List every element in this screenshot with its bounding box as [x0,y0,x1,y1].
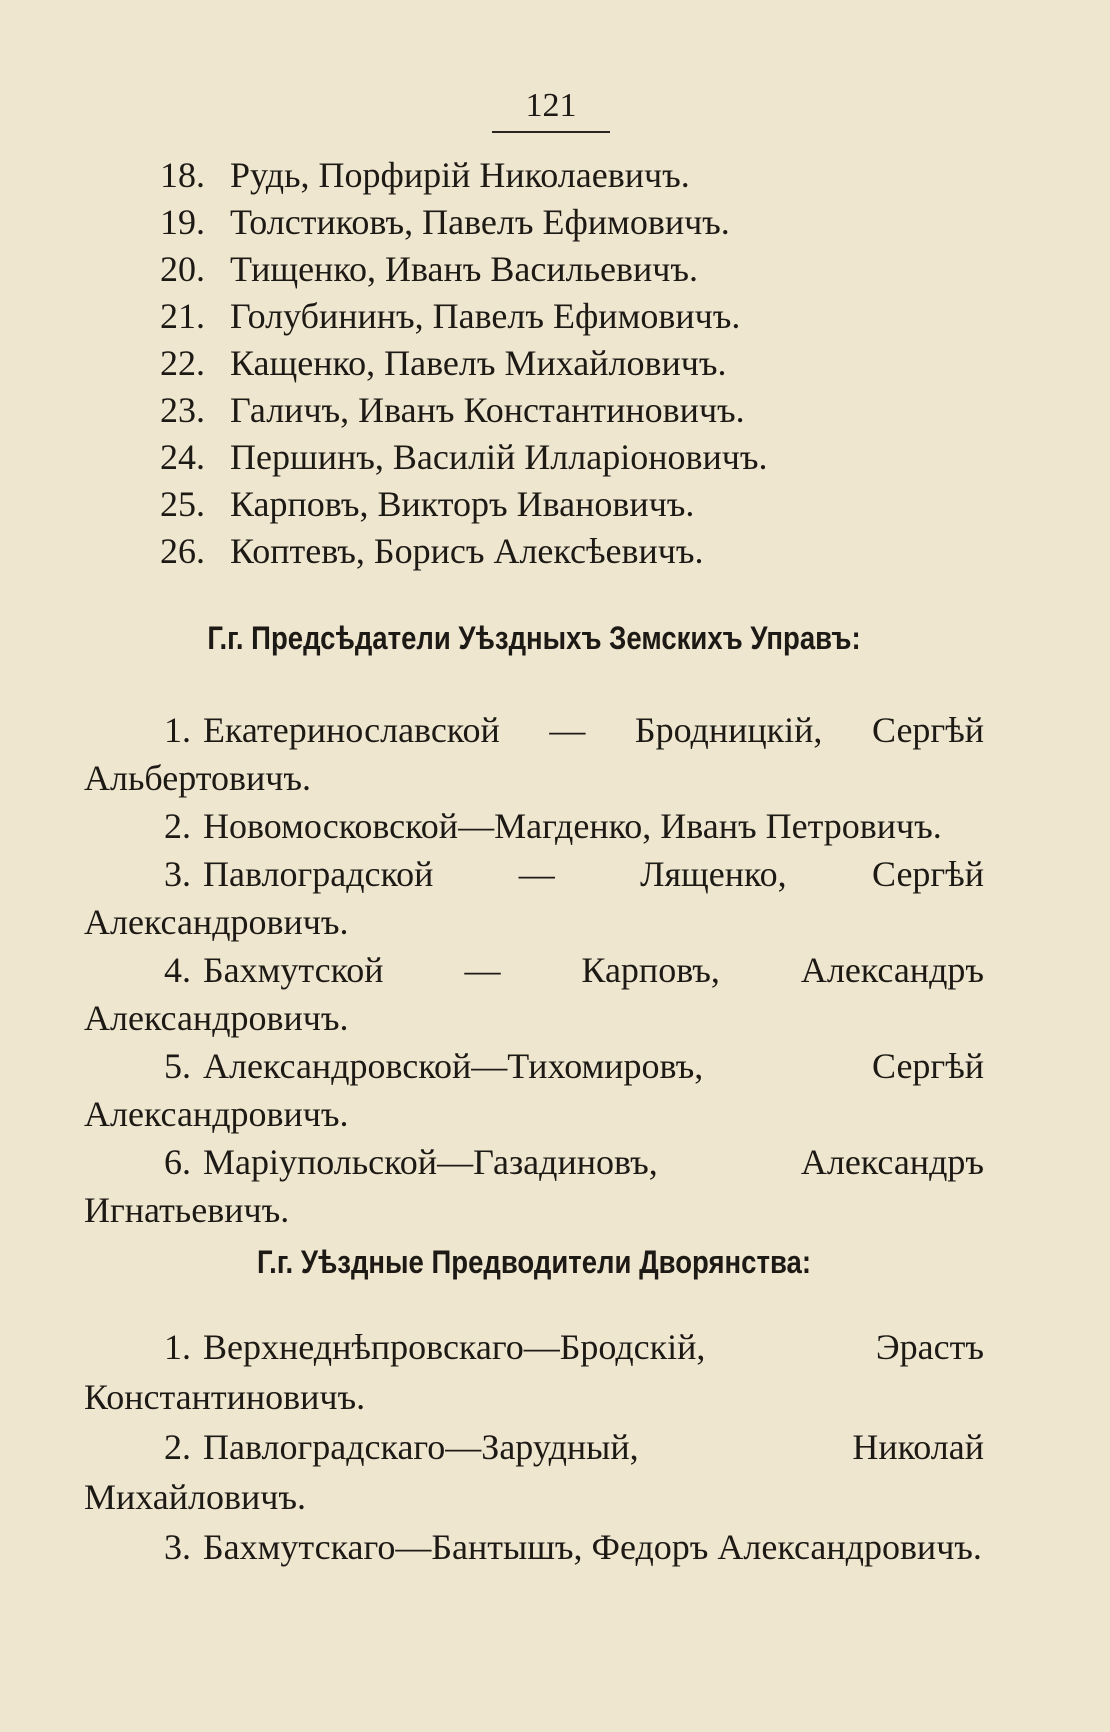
item-text: Бахмутской — Карповъ, Александръ Александровичъ. [84,950,984,1038]
item-number: 3. [164,1527,191,1567]
item-text: Галичъ, Иванъ Константиновичъ. [230,390,745,430]
item-text: Коптевъ, Борисъ Алексѣевичъ. [230,531,704,571]
item-text: Толстиковъ, Павелъ Ефимовичъ. [230,202,730,242]
item-number: 25. [160,484,205,524]
item-text: Маріупольской—Газадиновъ, Александръ Игнатьевичъ. [84,1142,984,1230]
item-number: 22. [160,343,205,383]
list-item [84,1138,984,1234]
item-text: Голубининъ, Павелъ Ефимовичъ. [230,296,741,336]
list-item [160,434,860,481]
item-text: Павлоградскаго—Зарудный, Николай Михайловичъ. [84,1427,984,1517]
list-item [160,528,860,575]
list-item [84,1422,984,1522]
item-number: 26. [160,531,205,571]
item-text: Бахмутскаго—Бантышъ, Федоръ Александровичъ. [203,1527,982,1567]
item-number: 2. [164,1427,191,1467]
marshals-list [84,1322,984,1572]
item-text: Павлоградской — Лященко, Сергѣй Александровичъ. [84,854,984,942]
list-item [84,802,984,850]
item-number: 18. [160,155,205,195]
item-number: 1. [164,1327,191,1367]
list-item [84,850,984,946]
item-number: 24. [160,437,205,477]
item-text: Першинъ, Василій Илларіоновичъ. [230,437,768,477]
list-item [160,340,860,387]
name-list-continued [160,152,860,575]
list-item [160,481,860,528]
item-text: Кащенко, Павелъ Михайловичъ. [230,343,727,383]
list-item [84,1322,984,1422]
item-number: 4. [164,950,191,990]
item-text: Тищенко, Иванъ Васильевичъ. [230,249,698,289]
list-item [84,1042,984,1138]
list-item [160,293,860,340]
item-number: 21. [160,296,205,336]
item-number: 3. [164,854,191,894]
item-text: Екатеринославской — Бродницкій, Сергѣй Альбертовичъ. [84,710,984,798]
page-number: 121 [525,87,577,124]
section-heading-chairmen: Г.г. Предсѣдатели Уѣздныхъ Земскихъ Управъ: [207,620,861,656]
item-text: Верхнеднѣпровскаго—Бродскій, Эрастъ Константиновичъ. [84,1327,984,1417]
item-number: 23. [160,390,205,430]
list-item [160,152,860,199]
list-item [160,246,860,293]
item-number: 2. [164,806,191,846]
section-heading-marshals: Г.г. Уѣздные Предводители Дворянства: [257,1244,811,1280]
list-item [84,1522,984,1572]
item-number: 6. [164,1142,191,1182]
list-item [160,387,860,434]
item-text: Карповъ, Викторъ Ивановичъ. [230,484,695,524]
item-text: Новомосковской—Магденко, Иванъ Петровичъ. [203,806,942,846]
item-number: 1. [164,710,191,750]
page-number-rule [492,131,610,133]
list-item [84,706,984,802]
list-item [160,199,860,246]
chairmen-list [84,706,984,1234]
item-number: 5. [164,1046,191,1086]
item-text: Рудь, Порфирій Николаевичъ. [230,155,690,195]
item-number: 19. [160,202,205,242]
list-item [84,946,984,1042]
item-text: Александровской—Тихомировъ, Сергѣй Александровичъ. [84,1046,984,1134]
item-number: 20. [160,249,205,289]
